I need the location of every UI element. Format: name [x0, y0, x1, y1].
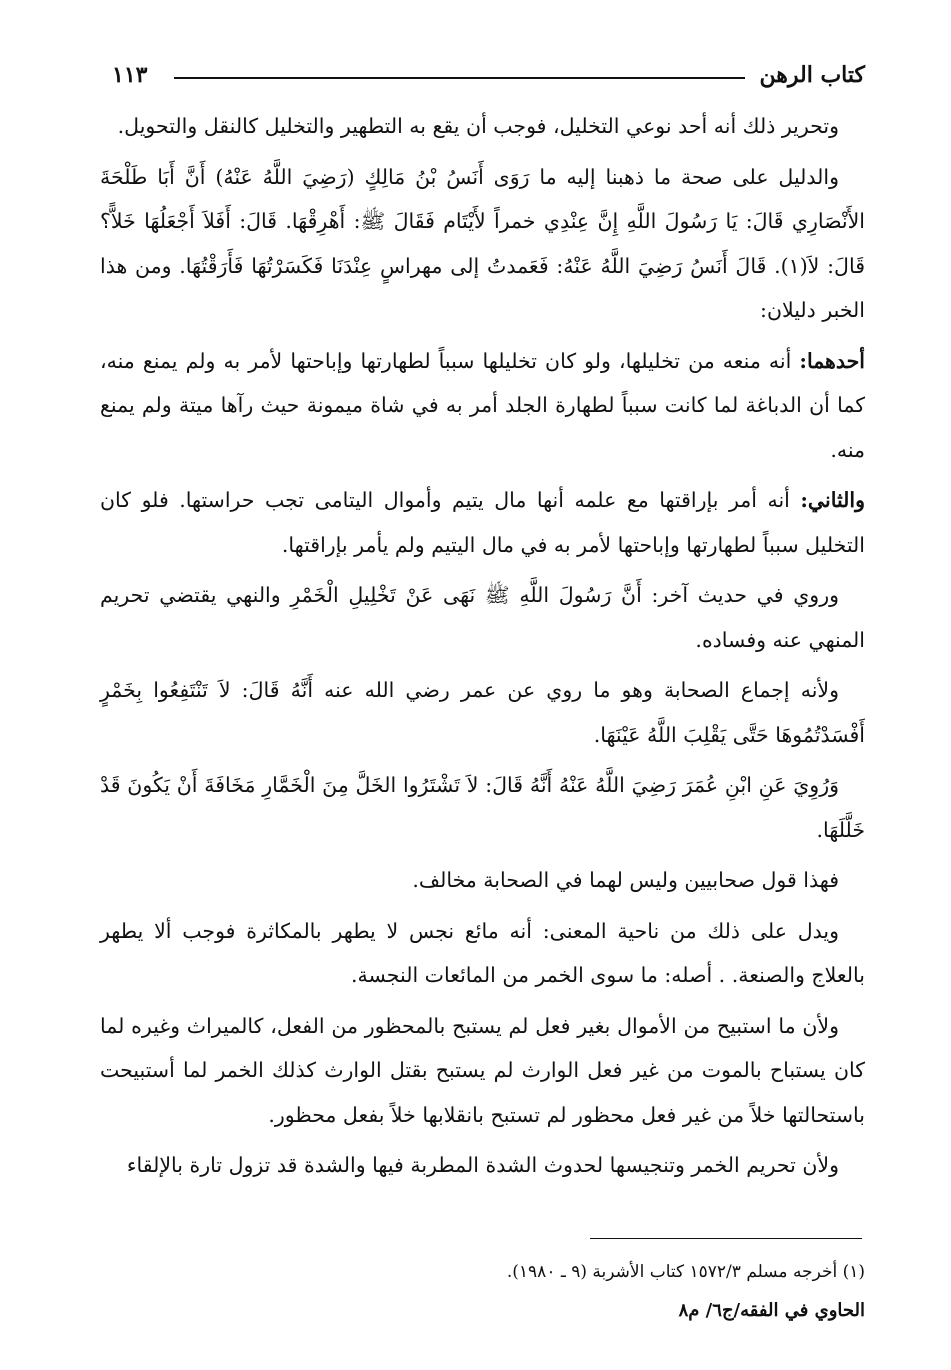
footnote: (١) أخرجه مسلم ١٥٧٢/٣ كتاب الأشربة (٩ ـ ١٩٨٠). — [506, 1262, 865, 1282]
paragraph: ويدل على ذلك من ناحية المعنى: أنه مائع نجس لا يطهر بالمكاثرة فوجب ألا يطهر بالعلاج والصنعة. . أصله: ما سوى الخمر من المائعات النجسة. — [100, 918, 865, 987]
paragraph: ولأن تحريم الخمر وتنجيسها لحدوث الشدة المطربة فيها والشدة قد تزول تارة بالإلقاء — [126, 1153, 839, 1177]
page-header — [112, 62, 865, 94]
paragraph: فهذا قول صحابيين وليس لهما في الصحابة مخالف. — [412, 868, 839, 892]
body-text — [100, 104, 865, 1194]
paragraph: ولأنه إجماع الصحابة وهو ما روي عن عمر رضي الله عنه أَنَّهُ قَالَ: لاَ تَنْتَفِعُوا بِخَمْرٍ أَفْسَدْتُمُوهَا حَتَّى يَقْلِبَ اللَّهُ عَيْنَهَا. — [100, 678, 865, 747]
header-rule — [174, 77, 745, 79]
paragraph: ولأن ما استبيح من الأموال بغير فعل لم يستبح بالمحظور من الفعل، كالميراث وغيره لما كان يستباح بالموت من غير فعل الوارث لم يستبح بقتل الوارث كذلك الخمر لما أستبيحت باستحالتها خلاً من غير فعل محظور لم تستبح بانقلابها خلاً بفعل محظور. — [100, 1013, 865, 1127]
page-footer: الحاوي في الفقه/ج٦/ م٨ — [678, 1300, 865, 1321]
paragraph: والدليل على صحة ما ذهبنا إليه ما رَوَى أَنَسُ بْنُ مَالِكٍ (رَضِيَ اللَّهُ عَنْهُ) أَنَّ أَبَا طَلْحَةَ الأَنْصَارِي قَالَ: يَا رَسُولَ اللَّهِ إِنَّ عِنْدِي خمراً لأَيْتَام فَقَالَ ﷺ: أَهْرِقْهَا. قَالَ: أَفَلاَ أَجْعَلُهَا خَلاًّ؟ قَالَ: لاَ(١). قَالَ أَنَسُ رَضِيَ اللَّهُ عَنْهُ: فَعَمدتُ إلى مهراسٍ عِنْدَنَا فَكَسَرْتُهَا فَأَرَقْتُهَا. ومن هذا الخبر دليلان: — [100, 164, 865, 322]
paragraph: والثاني: أنه أمر بإراقتها مع علمه أنها مال يتيم وأموال اليتامى تجب حراستها. فلو كان التخليل سبباً لطهارتها وإباحتها لأمر به في مال اليتيم ولم يأمر بإراقتها. — [100, 488, 865, 557]
paragraph: أحدهما: أنه منعه من تخليلها، ولو كان تخليلها سبباً لطهارتها وإباحتها لأمر به ولم يمنع منه، كما أن الدباغة لما كانت سبباً لطهارة الجلد أمر به في شاة ميمونة حيث رآها ميتة ولم يمنع منه. — [100, 348, 865, 462]
paragraph: وروي في حديث آخر: أَنَّ رَسُولَ اللَّهِ ﷺ نَهَى عَنْ تَخْلِيلِ الْخَمْرِ والنهي يقتضي تحريم المنهي عنه وفساده. — [100, 583, 865, 652]
running-title: كتاب الرهن — [759, 62, 865, 88]
paragraph-lead: والثاني: — [800, 488, 865, 512]
page-number: ١١٣ — [112, 62, 148, 88]
paragraph: وتحرير ذلك أنه أحد نوعي التخليل، فوجب أن يقع به التطهير والتخليل كالنقل والتحويل. — [117, 114, 839, 138]
paragraph: وَرُوِيَ عَنِ ابْنِ عُمَرَ رَضِيَ اللَّهُ عَنْهُ أَنَّهُ قَالَ: لاَ تَشْتَرُوا الخَلَّ مِنَ الْخَمَّارِ مَخَافَةَ أَنْ يَكُونَ قَدْ خَلَّلَهَا. — [100, 773, 865, 842]
footnote-rule — [590, 1238, 862, 1239]
paragraph-lead: أحدهما: — [799, 348, 865, 373]
